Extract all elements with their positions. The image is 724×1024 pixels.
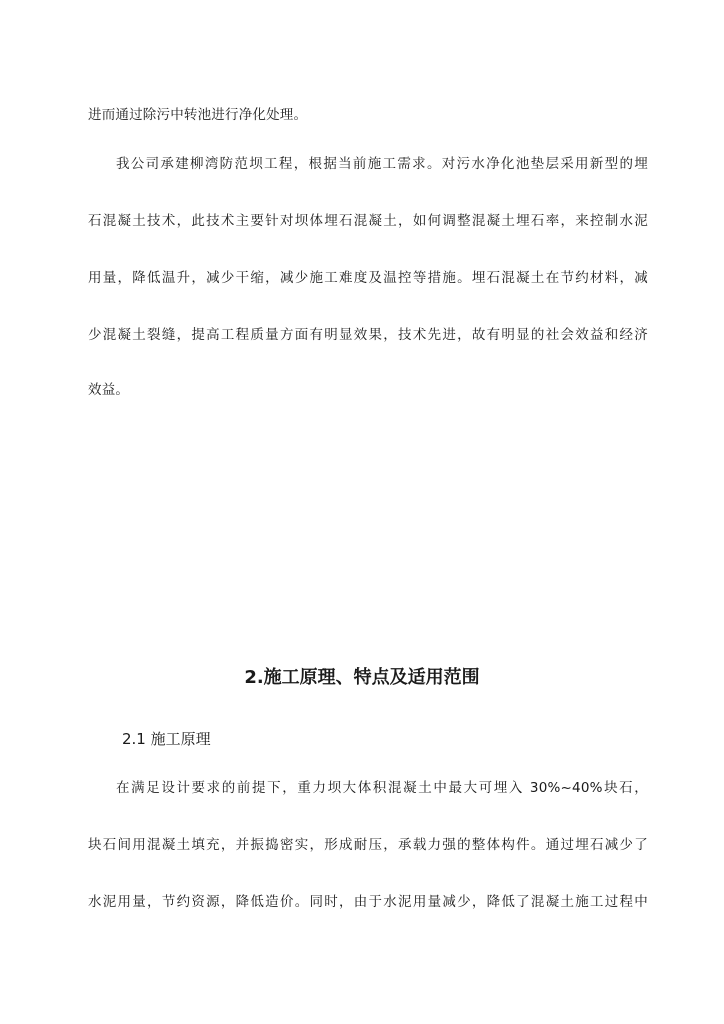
paragraph-line: 少混凝土裂缝，提高工程质量方面有明显效果，技术先进，故有明显的社会效益和经济 — [88, 327, 648, 343]
paragraph-line: 我公司承建柳湾防范坝工程，根据当前施工需求。对污水净化池垫层采用新型的埋 — [116, 156, 648, 172]
paragraph-line: 在满足设计要求的前提下，重力坝大体积混凝土中最大可埋入 30%~40%块石， — [116, 780, 648, 796]
paragraph-line: 石混凝土技术，此技术主要针对坝体埋石混凝土，如何调整混凝土埋石率，来控制水泥 — [88, 213, 648, 229]
section-heading: 2.施工原理、特点及适用范围 — [244, 667, 480, 688]
paragraph-line: 块石间用混凝土填充，并振捣密实，形成耐压，承载力强的整体构件。通过埋石减少了 — [88, 837, 648, 853]
paragraph-line: 进而通过除污中转池进行净化处理。 — [88, 107, 308, 123]
paragraph-line: 效益。 — [88, 382, 130, 398]
paragraph-line: 用量，降低温升，减少干缩，减少施工难度及温控等措施。埋石混凝土在节约材料，减 — [88, 270, 648, 286]
paragraph-line: 水泥用量，节约资源，降低造价。同时，由于水泥用量减少，降低了混凝土施工过程中 — [88, 894, 648, 910]
subsection-heading: 2.1 施工原理 — [122, 730, 211, 748]
